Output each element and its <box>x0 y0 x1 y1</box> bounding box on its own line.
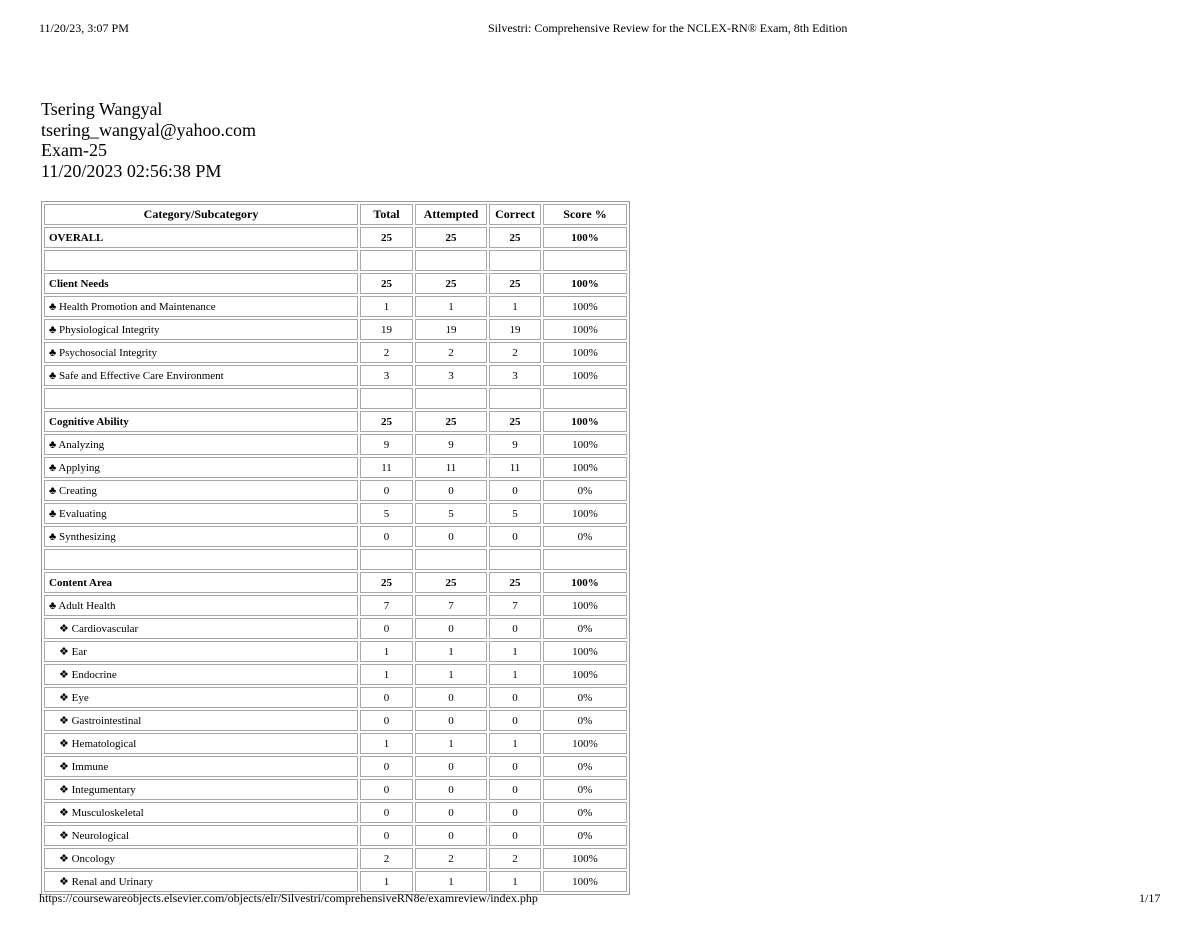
cell-total: 25 <box>360 572 413 593</box>
user-name: Tsering Wangyal <box>41 99 163 119</box>
table-row <box>44 756 627 777</box>
user-info-block <box>41 99 256 181</box>
table-row <box>44 641 627 662</box>
row-label: ♣ Health Promotion and Maintenance <box>44 296 358 317</box>
row-label: ❖ Neurological <box>44 825 358 846</box>
exam-name: Exam-25 <box>41 140 107 160</box>
row-label: OVERALL <box>44 227 358 248</box>
cell-attempted: 1 <box>415 664 487 685</box>
cell-attempted: 25 <box>415 572 487 593</box>
cell-total: 19 <box>360 319 413 340</box>
column-header-attempted: Attempted <box>415 204 487 225</box>
table-row <box>44 457 627 478</box>
cell-correct: 1 <box>489 733 541 754</box>
cell-score: 100% <box>543 342 627 363</box>
row-label: ♣ Adult Health <box>44 595 358 616</box>
row-label: ♣ Safe and Effective Care Environment <box>44 365 358 386</box>
cell-correct: 0 <box>489 756 541 777</box>
cell-total: 0 <box>360 710 413 731</box>
column-header-correct: Correct <box>489 204 541 225</box>
cell-score: 100% <box>543 733 627 754</box>
cell-attempted: 2 <box>415 342 487 363</box>
cell-total: 2 <box>360 342 413 363</box>
cell-attempted: 11 <box>415 457 487 478</box>
row-label: ♣ Applying <box>44 457 358 478</box>
cell-correct: 11 <box>489 457 541 478</box>
cell-correct: 1 <box>489 296 541 317</box>
cell-total: 11 <box>360 457 413 478</box>
cell-attempted: 25 <box>415 273 487 294</box>
cell-score: 0% <box>543 779 627 800</box>
cell-total: 0 <box>360 480 413 501</box>
cell-score: 100% <box>543 411 627 432</box>
cell-total: 1 <box>360 664 413 685</box>
table-row <box>44 825 627 846</box>
cell-attempted: 0 <box>415 710 487 731</box>
cell-attempted: 0 <box>415 480 487 501</box>
cell-total: 25 <box>360 227 413 248</box>
cell-correct: 0 <box>489 710 541 731</box>
cell-correct: 1 <box>489 871 541 892</box>
cell-correct: 1 <box>489 641 541 662</box>
cell-total: 0 <box>360 756 413 777</box>
cell-score: 100% <box>543 365 627 386</box>
cell-correct: 0 <box>489 526 541 547</box>
row-label: ❖ Oncology <box>44 848 358 869</box>
cell-attempted: 7 <box>415 595 487 616</box>
cell-attempted: 9 <box>415 434 487 455</box>
cell-score: 0% <box>543 480 627 501</box>
cell-total <box>360 549 413 570</box>
table-row <box>44 503 627 524</box>
table-row <box>44 802 627 823</box>
row-label: ♣ Evaluating <box>44 503 358 524</box>
cell-correct <box>489 549 541 570</box>
cell-total: 0 <box>360 825 413 846</box>
cell-attempted: 0 <box>415 756 487 777</box>
cell-score: 100% <box>543 572 627 593</box>
cell-total: 5 <box>360 503 413 524</box>
table-row <box>44 871 627 892</box>
table-row <box>44 434 627 455</box>
row-label: ❖ Cardiovascular <box>44 618 358 639</box>
row-label: ♣ Analyzing <box>44 434 358 455</box>
row-label: ❖ Renal and Urinary <box>44 871 358 892</box>
cell-score: 100% <box>543 848 627 869</box>
cell-attempted: 1 <box>415 733 487 754</box>
row-label: ♣ Creating <box>44 480 358 501</box>
blank-row <box>44 388 627 409</box>
row-label: ❖ Integumentary <box>44 779 358 800</box>
print-page-title: Silvestri: Comprehensive Review for the NCLEX-RN® Exam, 8th Edition <box>488 21 848 35</box>
cell-attempted: 25 <box>415 411 487 432</box>
row-label: ❖ Immune <box>44 756 358 777</box>
cell-attempted: 0 <box>415 618 487 639</box>
table-header-row <box>44 204 627 225</box>
row-label: ❖ Gastrointestinal <box>44 710 358 731</box>
cell-total: 25 <box>360 273 413 294</box>
cell-attempted <box>415 388 487 409</box>
table-row <box>44 595 627 616</box>
cell-correct: 0 <box>489 687 541 708</box>
cell-attempted: 0 <box>415 825 487 846</box>
cell-score <box>543 388 627 409</box>
category-row <box>44 273 627 294</box>
table-row <box>44 342 627 363</box>
cell-correct <box>489 250 541 271</box>
cell-correct: 0 <box>489 779 541 800</box>
row-label: ❖ Endocrine <box>44 664 358 685</box>
cell-total: 7 <box>360 595 413 616</box>
table-row <box>44 779 627 800</box>
score-table-body <box>44 227 627 892</box>
cell-correct: 3 <box>489 365 541 386</box>
row-label: ♣ Psychosocial Integrity <box>44 342 358 363</box>
score-table <box>41 201 630 895</box>
cell-score: 0% <box>543 756 627 777</box>
cell-total: 1 <box>360 733 413 754</box>
row-label: ❖ Ear <box>44 641 358 662</box>
cell-correct: 9 <box>489 434 541 455</box>
cell-score: 100% <box>543 273 627 294</box>
print-page-number: 1/17 <box>1139 891 1161 905</box>
print-datetime: 11/20/23, 3:07 PM <box>39 21 129 35</box>
blank-row <box>44 549 627 570</box>
cell-total: 3 <box>360 365 413 386</box>
cell-score: 100% <box>543 595 627 616</box>
column-header-category: Category/Subcategory <box>44 204 358 225</box>
cell-score: 100% <box>543 434 627 455</box>
cell-score: 0% <box>543 802 627 823</box>
cell-attempted: 0 <box>415 802 487 823</box>
table-row <box>44 618 627 639</box>
cell-total: 0 <box>360 526 413 547</box>
cell-attempted: 0 <box>415 687 487 708</box>
cell-attempted <box>415 549 487 570</box>
cell-score: 0% <box>543 618 627 639</box>
cell-correct: 19 <box>489 319 541 340</box>
category-row <box>44 411 627 432</box>
row-label: ❖ Eye <box>44 687 358 708</box>
cell-score: 100% <box>543 319 627 340</box>
cell-attempted: 5 <box>415 503 487 524</box>
cell-attempted: 3 <box>415 365 487 386</box>
cell-correct: 0 <box>489 480 541 501</box>
cell-score: 0% <box>543 687 627 708</box>
cell-score: 0% <box>543 825 627 846</box>
print-url: https://coursewareobjects.elsevier.com/objects/elr/Silvestri/comprehensiveRN8e/examreview/index.php <box>39 891 538 905</box>
cell-correct <box>489 388 541 409</box>
cell-correct: 0 <box>489 618 541 639</box>
table-row <box>44 710 627 731</box>
cell-attempted: 2 <box>415 848 487 869</box>
table-row <box>44 733 627 754</box>
cell-correct: 25 <box>489 273 541 294</box>
cell-correct: 2 <box>489 848 541 869</box>
cell-correct: 2 <box>489 342 541 363</box>
cell-attempted: 0 <box>415 526 487 547</box>
cell-score: 100% <box>543 457 627 478</box>
cell-total: 0 <box>360 779 413 800</box>
cell-correct: 25 <box>489 227 541 248</box>
row-label <box>44 388 358 409</box>
cell-correct: 25 <box>489 572 541 593</box>
table-row <box>44 365 627 386</box>
cell-total: 9 <box>360 434 413 455</box>
category-row <box>44 227 627 248</box>
exam-timestamp: 11/20/2023 02:56:38 PM <box>41 160 222 181</box>
cell-attempted: 1 <box>415 296 487 317</box>
category-row <box>44 572 627 593</box>
table-row <box>44 526 627 547</box>
cell-correct: 1 <box>489 664 541 685</box>
cell-score: 100% <box>543 641 627 662</box>
cell-total: 0 <box>360 802 413 823</box>
cell-total: 2 <box>360 848 413 869</box>
row-label <box>44 250 358 271</box>
cell-score <box>543 549 627 570</box>
table-row <box>44 664 627 685</box>
cell-total <box>360 250 413 271</box>
row-label: ❖ Hematological <box>44 733 358 754</box>
cell-score <box>543 250 627 271</box>
cell-score: 100% <box>543 664 627 685</box>
cell-total <box>360 388 413 409</box>
cell-score: 100% <box>543 871 627 892</box>
cell-correct: 0 <box>489 802 541 823</box>
row-label: Client Needs <box>44 273 358 294</box>
cell-correct: 0 <box>489 825 541 846</box>
cell-total: 1 <box>360 871 413 892</box>
table-row <box>44 480 627 501</box>
cell-total: 25 <box>360 411 413 432</box>
row-label: Cognitive Ability <box>44 411 358 432</box>
row-label: ♣ Synthesizing <box>44 526 358 547</box>
table-row <box>44 687 627 708</box>
cell-attempted: 25 <box>415 227 487 248</box>
cell-total: 0 <box>360 687 413 708</box>
cell-attempted <box>415 250 487 271</box>
row-label: Content Area <box>44 572 358 593</box>
user-email: tsering_wangyal@yahoo.com <box>41 119 257 140</box>
table-row <box>44 848 627 869</box>
cell-score: 0% <box>543 526 627 547</box>
table-row <box>44 296 627 317</box>
column-header-score: Score % <box>543 204 627 225</box>
cell-correct: 25 <box>489 411 541 432</box>
table-row <box>44 319 627 340</box>
cell-attempted: 1 <box>415 871 487 892</box>
cell-score: 100% <box>543 296 627 317</box>
cell-score: 100% <box>543 503 627 524</box>
row-label: ❖ Musculoskeletal <box>44 802 358 823</box>
cell-total: 1 <box>360 296 413 317</box>
blank-row <box>44 250 627 271</box>
cell-correct: 7 <box>489 595 541 616</box>
cell-total: 1 <box>360 641 413 662</box>
row-label: ♣ Physiological Integrity <box>44 319 358 340</box>
cell-score: 100% <box>543 227 627 248</box>
cell-attempted: 1 <box>415 641 487 662</box>
cell-correct: 5 <box>489 503 541 524</box>
cell-score: 0% <box>543 710 627 731</box>
cell-attempted: 19 <box>415 319 487 340</box>
cell-attempted: 0 <box>415 779 487 800</box>
cell-total: 0 <box>360 618 413 639</box>
row-label <box>44 549 358 570</box>
column-header-total: Total <box>360 204 413 225</box>
